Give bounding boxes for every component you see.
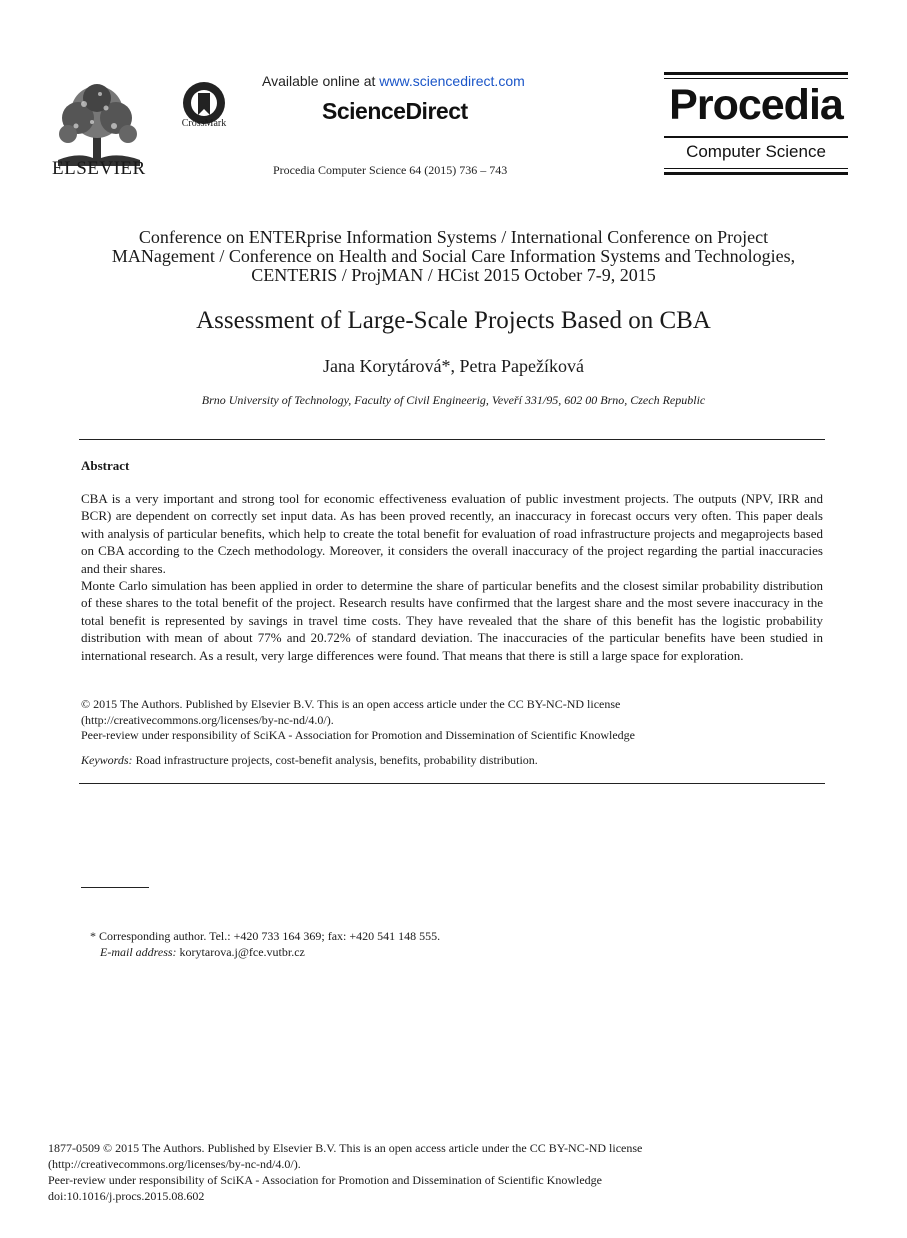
conference-line-2: MANagement / Conference on Health and Social Care Information Systems and Technologies, [111,246,796,266]
paper-title: Assessment of Large-Scale Projects Based on CBA [196,307,711,334]
publication-info-line-1: 1877-0509 © 2015 The Authors. Published by Elsevier B.V. This is an open access article under the CC BY-NC-ND license [48,1141,643,1155]
abstract-paragraph-2: Monte Carlo simulation has been applied in order to determine the share of particular benefits and the closest similar probability distribution of these shares to the total benefit of the project. Research results have confirmed that the largest share and the most severe inaccuracy in the total benefit is represented by savings in travel time costs. They have revealed that the share of this benefit has the logistic probability distribution with mean of about 77% and 20.72% of standard deviation. The inaccuracies of the particular benefits have been studied in international research. As a result, very large differences were found. That means that there is still a large space for exploration. [81,578,823,663]
email-label: E-mail address: [100,945,177,959]
publication-info-line-2[interactable]: (http://creativecommons.org/licenses/by-nc-nd/4.0/). [48,1157,301,1171]
available-prefix: Available online at [262,73,380,89]
procedia-mid-rule [664,136,848,138]
license-line-3: Peer-review under responsibility of SciKA - Association for Promotion and Dissemination of Scientific Knowledge [81,728,635,742]
procedia-top-rule-thin [664,78,848,79]
license-line-1: © 2015 The Authors. Published by Elsevier B.V. This is an open access article under the CC BY-NC-ND license [81,697,621,711]
email-address[interactable]: korytarova.j@fce.vutbr.cz [176,945,305,959]
procedia-subtitle: Computer Science [686,142,826,161]
keywords-line [81,753,823,768]
footnote-contact: * Corresponding author. Tel.: +420 733 164 369; fax: +420 541 148 555. [90,929,441,943]
keywords-text: Road infrastructure projects, cost-benefit analysis, benefits, probability distribution. [132,753,538,767]
abstract-heading: Abstract [81,458,130,473]
sciencedirect-link[interactable]: www.sciencedirect.com [379,73,525,89]
elsevier-wordmark: ELSEVIER [52,158,146,179]
footnote-email-line [90,944,440,960]
sciencedirect-wordmark: ScienceDirect [322,98,468,124]
journal-reference: Procedia Computer Science 64 (2015) 736 – 743 [273,163,508,177]
abstract-body [81,490,823,664]
abstract-bottom-rule [79,783,825,784]
procedia-bottom-rule [664,172,848,175]
author-affiliation: Brno University of Technology, Faculty of Civil Engineerig, Veveří 331/95, 602 00 Brno, Czech Republic [201,393,706,407]
crossmark-label: CrossMark [181,118,227,129]
corresponding-author-footnote [90,928,440,960]
publication-info [48,1140,868,1204]
procedia-bottom-rule-thin [664,168,848,169]
abstract-top-rule [79,439,825,440]
license-block [81,697,823,744]
doi-line[interactable]: doi:10.1016/j.procs.2015.08.602 [48,1189,205,1203]
conference-name [60,228,847,285]
conference-line-3: CENTERIS / ProjMAN / HCist 2015 October 7-9, 2015 [251,265,656,285]
procedia-title: Procedia [669,81,843,129]
procedia-top-rule [664,72,848,75]
procedia-logo [664,72,848,176]
publication-info-line-3: Peer-review under responsibility of SciKA - Association for Promotion and Dissemination of Scientific Knowledge [48,1173,602,1187]
abstract-paragraph-1: CBA is a very important and strong tool for economic effectiveness evaluation of public investment projects. The outputs (NPV, IRR and BCR) are dependent on correctly set input data. As has been proved recently, an inaccuracy in forecast occurs very often. This paper deals with analysis of particular benefits, which help to create the total benefit for evaluation of road infrastructure projects and megaprojects based on CBA according to the Czech methodology. Moreover, it considers the overall inaccuracy of the project regarding the partial inaccuracies and their shares. [81,491,823,576]
paper-authors: Jana Korytárová*, Petra Papežíková [323,356,584,376]
available-online-line [262,73,525,89]
license-line-2[interactable]: (http://creativecommons.org/licenses/by-nc-nd/4.0/). [81,712,334,727]
keywords-label: Keywords: [81,753,133,767]
footnote-rule [81,887,149,888]
conference-line-1: Conference on ENTERprise Information Systems / International Conference on Project [138,227,769,247]
